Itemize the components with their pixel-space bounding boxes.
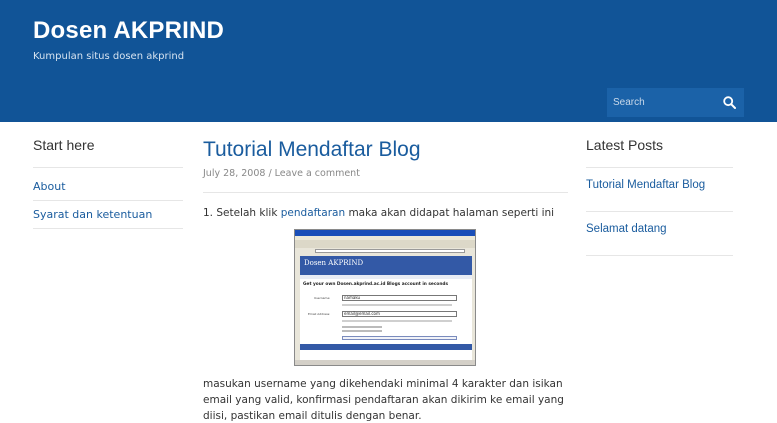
post-meta: [203, 168, 360, 179]
embedded-username-field: namaku: [342, 295, 457, 301]
left-widget-title: Start here: [33, 137, 95, 153]
post-paragraph-2: masukan username yang dikehendaki minimal 4 karakter dan isikan email yang valid, konfirmasi pendaftaran akan dikirim ke email yang diisi, pastikan email ditulis dengan benar.: [203, 378, 564, 422]
embedded-banner: [300, 256, 472, 275]
site-header: [0, 0, 777, 122]
browser-address-bar: [315, 249, 465, 253]
divider: [586, 255, 733, 256]
embedded-footer: [300, 344, 472, 350]
embedded-username-label: Username:: [314, 296, 331, 300]
search-button[interactable]: [720, 93, 740, 112]
divider: [33, 167, 183, 168]
search-input[interactable]: [613, 94, 717, 111]
embedded-submit-button: [342, 336, 457, 340]
embedded-radio-option: [342, 330, 382, 332]
site-tagline: Kumpulan situs dosen akprind: [33, 51, 185, 62]
embedded-hint: [342, 304, 452, 306]
leave-comment-link[interactable]: Leave a comment: [274, 168, 360, 179]
p1-text-after: maka akan didapat halaman seperti ini: [345, 207, 555, 219]
post-paragraph-1: [203, 205, 573, 221]
search-icon: [723, 96, 736, 109]
pendaftaran-link[interactable]: pendaftaran: [280, 207, 346, 219]
browser-toolbar: [295, 240, 476, 248]
post-date[interactable]: July 28, 2008: [203, 168, 266, 179]
embedded-banner-title: Dosen AKPRIND: [304, 259, 364, 267]
search-form: [607, 88, 744, 117]
embedded-radio-option: [342, 326, 382, 328]
embedded-page: [300, 256, 472, 360]
divider: [33, 228, 183, 229]
divider: [203, 192, 568, 193]
right-widget-title: Latest Posts: [586, 137, 664, 153]
embedded-email-label: Email Address:: [308, 312, 331, 316]
site-title[interactable]: Dosen AKPRIND: [33, 17, 225, 44]
divider: [586, 167, 733, 168]
browser-statusbar: [295, 360, 476, 366]
sidebar-item-syarat[interactable]: Syarat dan ketentuan: [33, 208, 153, 221]
divider: [33, 200, 183, 201]
embedded-nav: [300, 275, 472, 279]
post-title[interactable]: Tutorial Mendaftar Blog: [203, 138, 421, 161]
embedded-hint: [342, 320, 452, 322]
divider: [586, 211, 733, 212]
sidebar-item-about[interactable]: About: [33, 180, 66, 193]
p1-text-before: 1. Setelah klik: [203, 207, 281, 219]
embedded-email-field: email@email.com: [342, 311, 457, 317]
latest-post-selamat-datang[interactable]: Selamat datang: [586, 223, 667, 235]
meta-separator: /: [265, 168, 275, 179]
latest-post-tutorial[interactable]: Tutorial Mendaftar Blog: [586, 179, 706, 191]
registration-screenshot-image: [294, 229, 476, 366]
embedded-heading: Get your own Dosen.akprind.ac.id Blogs account in seconds: [303, 282, 449, 287]
